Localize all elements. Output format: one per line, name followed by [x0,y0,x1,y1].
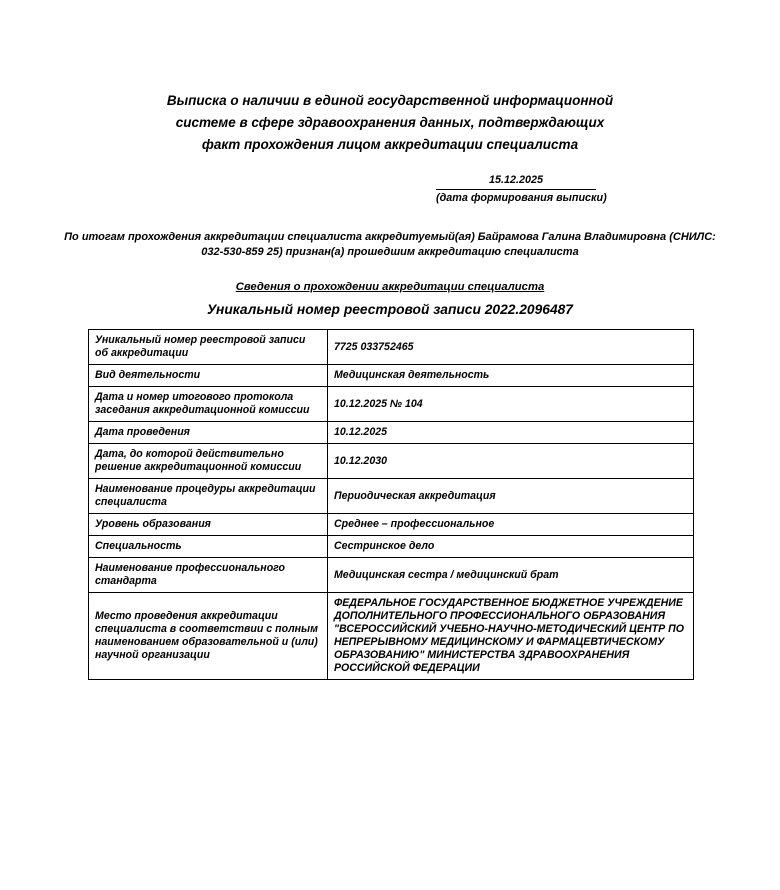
accreditation-table-body [89,330,694,680]
table-row-label: Уровень образования [89,514,328,536]
table-row-value: Сестринское дело [327,536,693,558]
document-title: Выписка о наличии в единой государственной информационной системе в сфере здравоохранения данных, подтверждающих факт прохождения лицом аккредитации специалиста [166,93,614,152]
table-row-value: Медицинская сестра / медицинский брат [327,558,693,593]
table-row-label: Вид деятельности [89,365,328,387]
table-row-label: Дата и номер итогового протокола заседания аккредитационной комиссии [89,387,328,422]
table-row-value: 10.12.2025 [327,422,693,444]
accreditation-extract-document [0,90,780,890]
table-row [89,444,694,479]
table-row [89,558,694,593]
table-row-label: Наименование профессионального стандарта [89,558,328,593]
table-row [89,365,694,387]
table-row-value: ФЕДЕРАЛЬНОЕ ГОСУДАРСТВЕННОЕ БЮДЖЕТНОЕ УЧРЕЖДЕНИЕ ДОПОЛНИТЕЛЬНОГО ПРОФЕССИОНАЛЬНОГО ОБРАЗОВАНИЯ "ВСЕРОССИЙСКИЙ УЧЕБНО-НАУЧНО-МЕТОДИЧЕСКИЙ ЦЕНТР ПО НЕПРЕРЫВНОМУ МЕДИЦИНСКОМУ И ФАРМАЦЕВТИЧЕСКОМУ ОБРАЗОВАНИЮ" МИНИСТЕРСТВА ЗДРАВООХРАНЕНИЯ РОССИЙСКОЙ ФЕДЕРАЦИИ [327,593,693,680]
table-row [89,536,694,558]
table-row-value: 10.12.2030 [327,444,693,479]
section-heading: Сведения о прохождении аккредитации специалиста [235,281,545,293]
table-row-label: Место проведения аккредитации специалиста в соответствии с полным наименованием образовательной и (или) научной организации [89,593,328,680]
table-row [89,479,694,514]
table-row [89,387,694,422]
generation-date-caption: (дата формирования выписки) [436,192,607,204]
table-row-label: Уникальный номер реестровой записи об аккредитации [89,330,328,365]
table-row [89,330,694,365]
accreditation-details-table [88,329,694,680]
table-row-value: Медицинская деятельность [327,365,693,387]
table-row-value: 7725 033752465 [327,330,693,365]
intro-paragraph: По итогам прохождения аккредитации специалиста аккредитуемый(ая) Байрамова Галина Владимировна (СНИЛС: 032-530-859 25) признан(а) прошедшим аккредитацию специалиста [64,231,716,258]
table-row-label: Дата проведения [89,422,328,444]
generation-date-block [436,174,607,205]
table-row-label: Наименование процедуры аккредитации специалиста [89,479,328,514]
table-row-value: Периодическая аккредитация [327,479,693,514]
generation-date: 15.12.2025 [436,174,596,190]
table-row [89,514,694,536]
registry-record-heading: Уникальный номер реестровой записи 2022.2096487 [207,302,573,317]
table-row [89,422,694,444]
table-row-value: 10.12.2025 № 104 [327,387,693,422]
table-row [89,593,694,680]
table-row-value: Среднее – профессиональное [327,514,693,536]
table-row-label: Специальность [89,536,328,558]
table-row-label: Дата, до которой действительно решение аккредитационной комиссии [89,444,328,479]
